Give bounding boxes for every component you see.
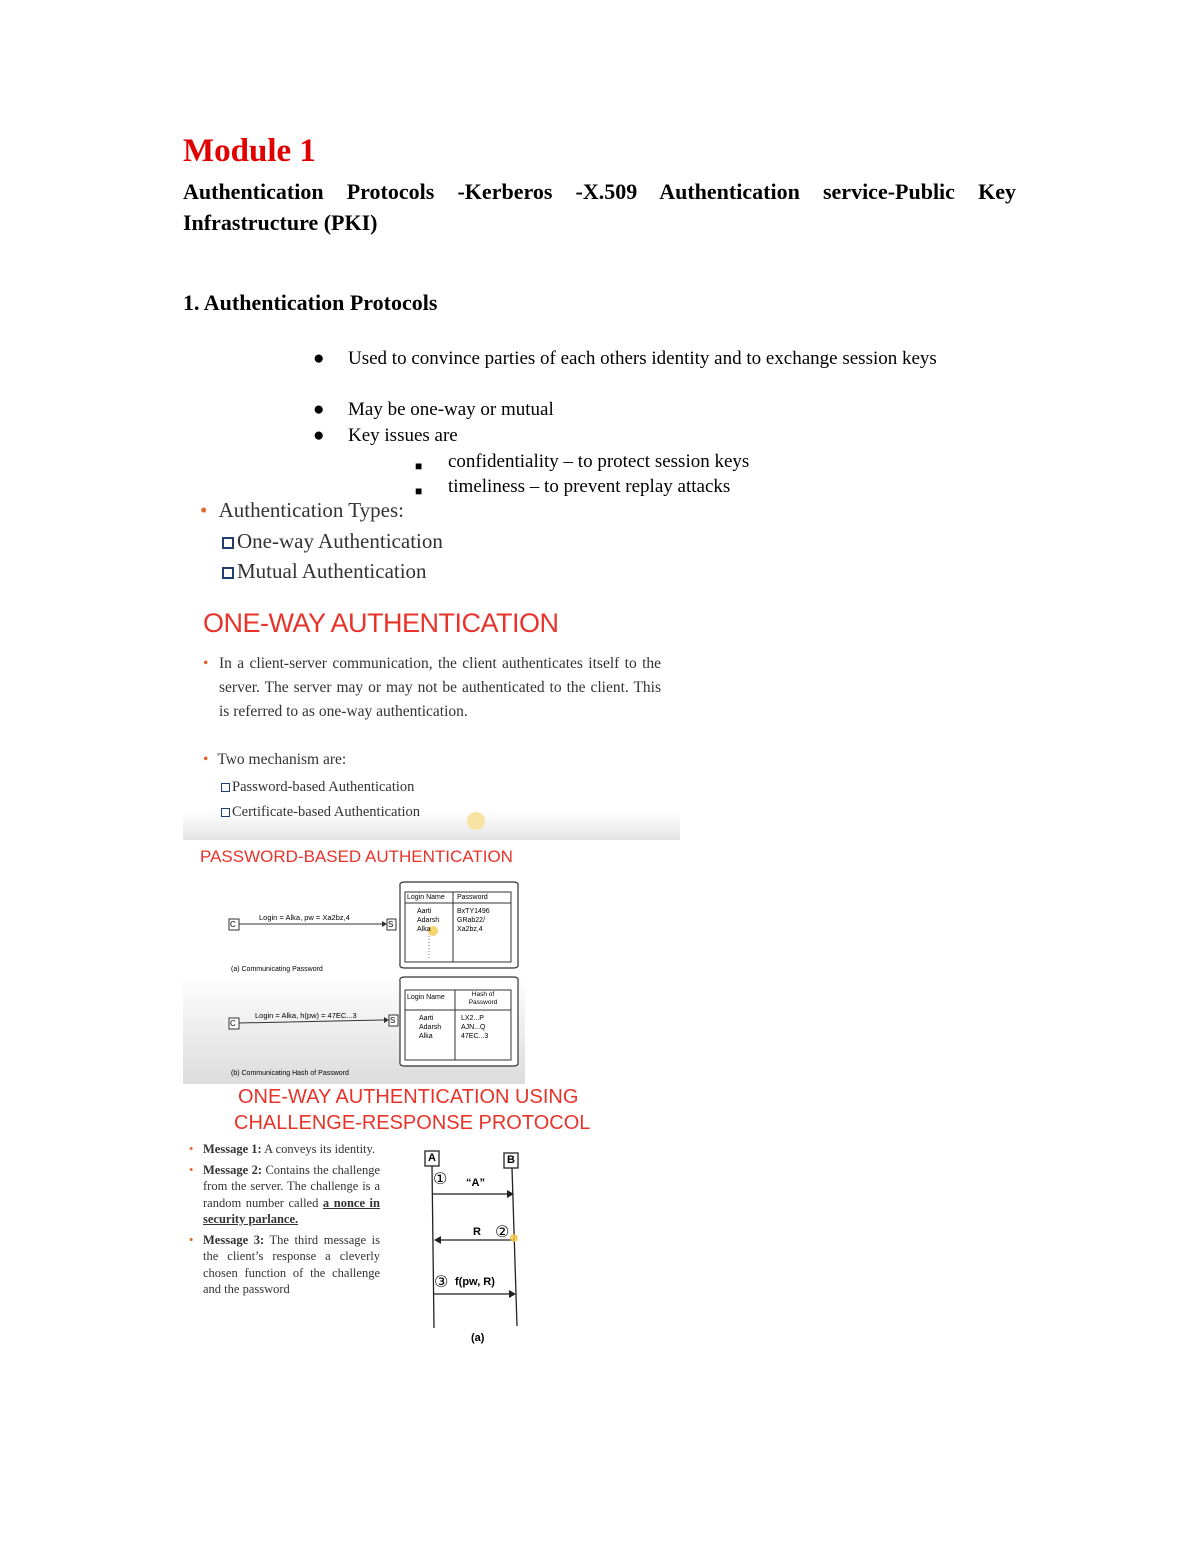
table-cell: BxTY1496 [457, 908, 490, 915]
step2-arrowhead [434, 1236, 441, 1244]
lifeline-b [512, 1168, 517, 1326]
mechanism-heading: Two mechanism are: [217, 751, 347, 768]
bullet-dot-icon: • [203, 751, 209, 768]
document-subtitle: Authentication Protocols -Kerberos -X.509 Authentication service-Public Key Infrastructure (PKI) [183, 179, 1016, 235]
checkbox-square-icon [222, 567, 234, 579]
table-a-header: Password [457, 894, 488, 901]
step-label: f(pw, R) [455, 1276, 495, 1288]
message-emphasis: a nonce in security parlance. [203, 1195, 380, 1226]
table-b-header: Hash of Password [468, 991, 498, 1006]
table-cell: Alka [417, 926, 431, 933]
caption-a: (a) Communicating Password [231, 966, 323, 973]
client-label: C [230, 920, 236, 929]
table-b-names [419, 1014, 441, 1041]
step-number-icon: ③ [434, 1274, 449, 1291]
message-text: A conveys its identity. [261, 1142, 376, 1156]
mechanism-item [221, 779, 414, 796]
message-item [189, 1162, 380, 1228]
arrowhead-b [384, 1017, 389, 1023]
sub-bullet-text: confidentiality – to protect session keys [448, 451, 750, 472]
auth-types-heading: Authentication Types: [218, 498, 404, 522]
auth-types-snippet [200, 498, 520, 590]
section-heading: 1. Authentication Protocols [183, 290, 438, 315]
bullet-item [313, 397, 1018, 423]
server-label: S [388, 920, 394, 929]
table-cell: Adarsh [417, 917, 440, 924]
bullet-dot-icon: ● [313, 348, 325, 369]
square-bullet-icon: ■ [415, 459, 423, 473]
message-item [189, 1141, 380, 1158]
login-message-a: Login = Alka, pw = Xa2bz,4 [259, 913, 350, 922]
bullet-dot-icon: • [189, 1232, 194, 1247]
table-cell: LX2...P [461, 1015, 484, 1022]
bullet-dot-icon: • [189, 1162, 194, 1177]
bullet-item [313, 346, 1018, 398]
challenge-title-line2: CHALLENGE-RESPONSE PROTOCOL [234, 1112, 591, 1134]
login-message-b: Login = Alka, h(pw) = 47EC...3 [255, 1011, 357, 1020]
square-bullet-icon: ■ [415, 484, 423, 498]
message-label: Message 1: [203, 1142, 262, 1156]
diagram-caption: (a) [471, 1332, 485, 1344]
caption-b: (b) Communicating Hash of Password [231, 1070, 349, 1077]
message-label: Message 3: [203, 1232, 265, 1247]
table-a-header: Login Name [407, 894, 445, 901]
bullet-item [313, 423, 1018, 449]
one-way-paragraph: In a client-server communication, the client authenticates itself to the server. The server may or may not be authenticated to the client. This is referred to as one-way authentication. [219, 655, 661, 720]
bullet-text: Used to convince parties of each others identity and to exchange session keys [348, 348, 937, 369]
bullet-text: Key issues are [348, 425, 458, 446]
auth-type-label: Mutual Authentication [237, 559, 427, 583]
mechanism-label: Certificate-based Authentication [232, 804, 421, 820]
step-label: “A” [466, 1177, 485, 1189]
lifeline-a [432, 1166, 434, 1328]
bullet-dot-icon: ● [313, 425, 325, 446]
checkbox-square-icon [221, 783, 230, 792]
sub-bullet-item [415, 449, 1015, 475]
mechanism-label: Password-based Authentication [232, 779, 415, 795]
bullet-dot-icon: ● [313, 399, 325, 420]
table-b-header: Login Name [407, 994, 445, 1001]
one-way-paragraph-row [203, 652, 661, 724]
message-item [189, 1232, 380, 1298]
step-number-icon: ① [433, 1171, 448, 1188]
challenge-title-line1: ONE-WAY AUTHENTICATION USING [238, 1086, 579, 1108]
auth-type-label: One-way Authentication [237, 529, 443, 553]
cursor-highlight-icon [467, 812, 485, 830]
sub-bullet-text: timeliness – to prevent replay attacks [448, 476, 731, 497]
table-a-names [417, 907, 439, 934]
auth-type-item [222, 559, 427, 584]
module-title: Module 1 [183, 133, 316, 169]
client-label: C [230, 1019, 236, 1028]
challenge-messages [189, 1141, 380, 1298]
step-label: R [473, 1226, 481, 1238]
one-way-slide [183, 598, 680, 840]
table-cell: Xa2bz,4 [457, 926, 483, 933]
mechanism-item [221, 804, 420, 821]
table-cell: Adarsh [419, 1024, 442, 1031]
auth-types-heading-row [200, 498, 404, 523]
bullet-dot-icon: • [200, 498, 208, 522]
sub-bullet-item [415, 474, 1015, 500]
party-b-label: B [507, 1154, 515, 1166]
table-cell: Aarti [419, 1015, 434, 1022]
auth-type-item [222, 529, 443, 554]
arrow-b [239, 1020, 384, 1023]
table-cell: AJN...Q [461, 1024, 486, 1031]
bullet-dot-icon: • [203, 655, 209, 672]
server-label: S [390, 1016, 396, 1025]
checkbox-square-icon [222, 537, 234, 549]
bullet-text: May be one-way or mutual [348, 399, 554, 420]
arrowhead-a [382, 921, 387, 927]
table-cell: GRab22/ [457, 917, 486, 924]
message-text: The third message is the client’s response a cleverly chosen function of the challenge and the password [203, 1232, 381, 1296]
message-label: Message 2: [203, 1162, 262, 1177]
table-b-values [461, 1014, 488, 1041]
bullet-dot-icon: • [189, 1142, 194, 1156]
one-way-title: ONE-WAY AUTHENTICATION [203, 608, 559, 638]
party-a-label: A [428, 1152, 436, 1164]
step-number-icon: ② [495, 1224, 510, 1241]
mechanism-heading-row [203, 751, 346, 769]
checkbox-square-icon [221, 808, 230, 817]
pointer-highlight-icon [510, 1234, 518, 1242]
password-diagram [183, 840, 525, 1084]
table-cell: Aarti [417, 908, 432, 915]
message-text: Contains the challenge from the server. The challenge is a random number called [203, 1162, 380, 1210]
challenge-response-slide [183, 1084, 591, 1352]
step3-arrowhead [509, 1290, 516, 1298]
table-a-values [457, 907, 490, 934]
sequence-diagram [413, 1144, 533, 1344]
table-cell: 47EC...3 [461, 1033, 489, 1040]
password-based-slide [183, 840, 525, 1084]
password-based-title: PASSWORD-BASED AUTHENTICATION [200, 847, 513, 866]
table-cell: Alka [419, 1033, 433, 1040]
